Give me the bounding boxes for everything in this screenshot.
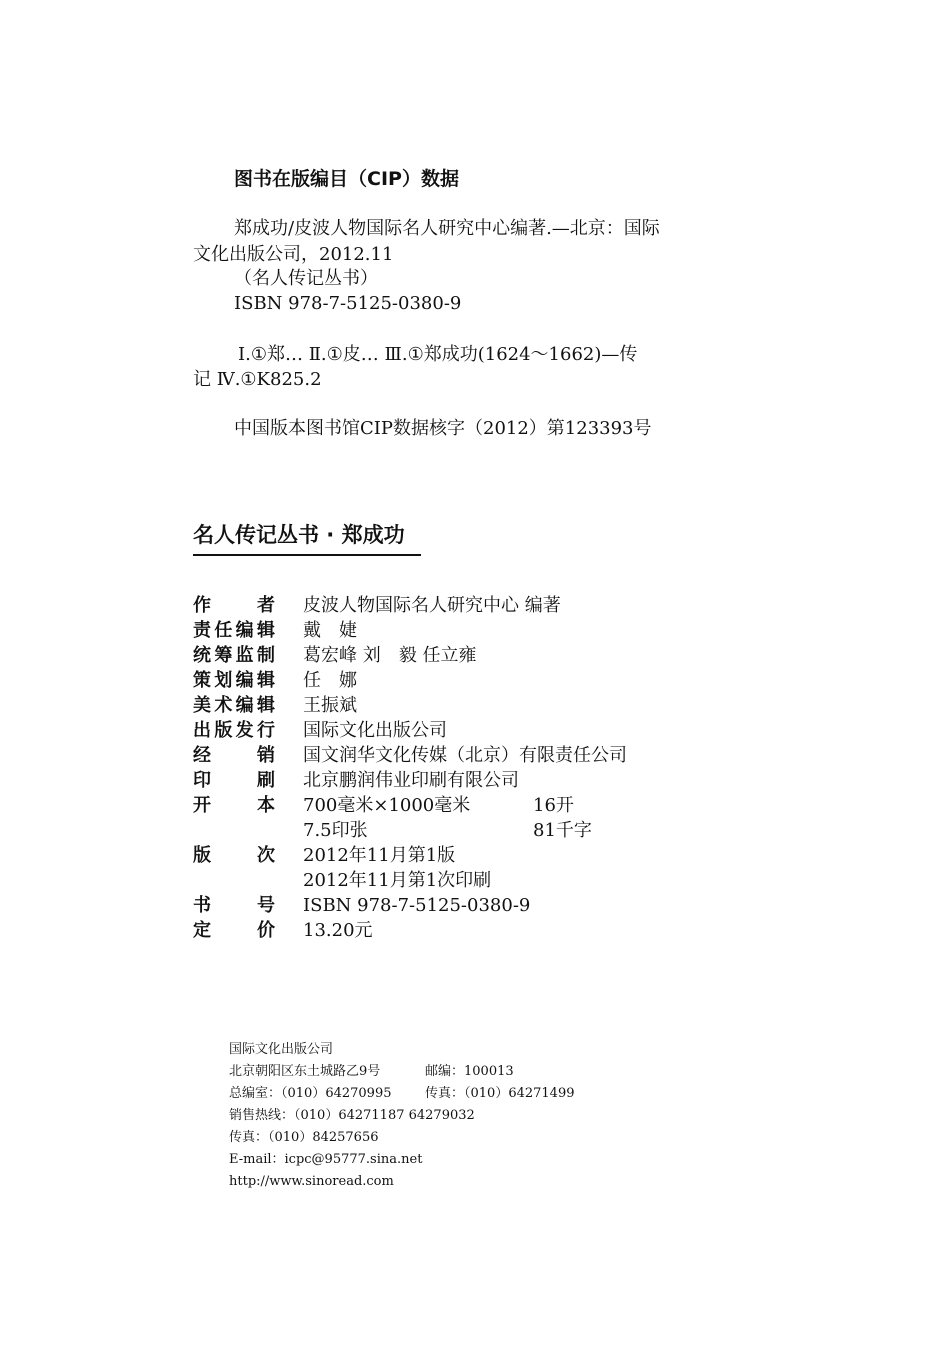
info-label-char: 开 (193, 795, 211, 816)
info-label-char: 筹 (214, 645, 233, 666)
info-label-char: 编 (235, 620, 254, 641)
info-label-char: 监 (235, 645, 254, 666)
info-label (193, 894, 275, 918)
info-label (193, 694, 275, 718)
series-title: 名人传记丛书 · 郑成功 (193, 523, 405, 547)
title-underline (193, 554, 421, 556)
info-label-char: 经 (193, 745, 211, 766)
info-value: 2012年11月第1版 (303, 845, 456, 866)
info-label-char: 出 (193, 720, 211, 741)
info-value: 13.20元 (303, 920, 373, 941)
cip-line: 记 Ⅳ.①K825.2 (193, 369, 322, 390)
info-value: 国际文化出版公司 (303, 720, 447, 741)
info-label (193, 619, 275, 643)
info-label-char: 统 (193, 645, 211, 666)
info-label (193, 844, 275, 868)
info-value: 国文润华文化传媒（北京）有限责任公司 (303, 745, 627, 766)
info-label (193, 594, 275, 618)
info-value: ISBN 978-7-5125-0380-9 (303, 895, 531, 916)
info-label-char: 任 (214, 620, 233, 641)
info-label-char: 者 (257, 595, 275, 616)
info-label-char: 作 (193, 595, 211, 616)
info-value: 北京鹏润伟业印刷有限公司 (303, 770, 519, 791)
info-label (193, 719, 275, 743)
info-label-char: 发 (235, 720, 254, 741)
publisher-name: 国际文化出版公司 (229, 1042, 334, 1057)
publisher-address: 北京朝阳区东土城路乙9号 (229, 1064, 381, 1079)
info-value: 王振斌 (303, 695, 357, 716)
info-label-char: 策 (193, 670, 211, 691)
info-label-char: 制 (256, 645, 275, 666)
info-label-char: 行 (256, 720, 275, 741)
info-label-char: 版 (214, 720, 233, 741)
editor-phone: 总编室：（010）64270995 (229, 1086, 392, 1101)
info-label-char: 辑 (256, 670, 275, 691)
info-value: 7.5印张 (303, 820, 368, 841)
publisher-postcode: 邮编：100013 (425, 1064, 514, 1079)
info-value-secondary: 16开 (533, 795, 574, 816)
info-value: 戴 婕 (303, 620, 357, 641)
info-label-char: 责 (193, 620, 211, 641)
cip-line: 文化出版公司，2012.11 (193, 244, 394, 265)
info-label-char: 印 (193, 770, 211, 791)
info-label (193, 769, 275, 793)
info-label (193, 794, 275, 818)
fax: 传真：（010）64271499 (425, 1086, 575, 1101)
info-label-char: 销 (257, 745, 275, 766)
info-label-char: 辑 (256, 695, 275, 716)
info-value: 2012年11月第1次印刷 (303, 870, 492, 891)
email: E-mail：icpc@95777.sina.net (229, 1152, 423, 1167)
info-label-char: 本 (257, 795, 275, 816)
info-label-char: 辑 (256, 620, 275, 641)
info-label-char: 定 (193, 920, 211, 941)
info-value-secondary: 81千字 (533, 820, 592, 841)
cip-line: 郑成功/皮波人物国际名人研究中心编著.—北京：国际 (234, 218, 660, 239)
info-label (193, 919, 275, 943)
info-label-char: 美 (193, 695, 211, 716)
info-label-char: 刷 (257, 770, 275, 791)
website: http://www.sinoread.com (229, 1174, 394, 1189)
info-label-char: 号 (257, 895, 275, 916)
info-label (193, 669, 275, 693)
info-label-char: 划 (214, 670, 233, 691)
info-label-char: 版 (193, 845, 211, 866)
sales-hotline: 销售热线：（010）64271187 64279032 (229, 1108, 475, 1123)
cip-title: 图书在版编目（CIP）数据 (234, 168, 459, 190)
info-value: 700毫米×1000毫米 (303, 795, 471, 816)
cip-line: （名人传记丛书） (234, 268, 378, 289)
info-label-char: 价 (257, 920, 275, 941)
info-label-char: 书 (193, 895, 211, 916)
cip-line: 中国版本图书馆CIP数据核字（2012）第123393号 (234, 418, 652, 439)
info-label (193, 744, 275, 768)
info-label-char: 编 (235, 670, 254, 691)
fax: 传真：（010）84257656 (229, 1130, 379, 1145)
info-label-char: 次 (257, 845, 275, 866)
info-value: 皮波人物国际名人研究中心 编著 (303, 595, 561, 616)
cip-line: ISBN 978-7-5125-0380-9 (234, 293, 462, 314)
info-label-char: 术 (214, 695, 233, 716)
cip-line: Ⅰ.①郑… Ⅱ.①皮… Ⅲ.①郑成功(1624～1662)—传 (238, 344, 638, 365)
info-value: 葛宏峰 刘 毅 任立雍 (303, 645, 477, 666)
info-label-char: 编 (235, 695, 254, 716)
info-label (193, 644, 275, 668)
info-value: 任 娜 (303, 670, 357, 691)
